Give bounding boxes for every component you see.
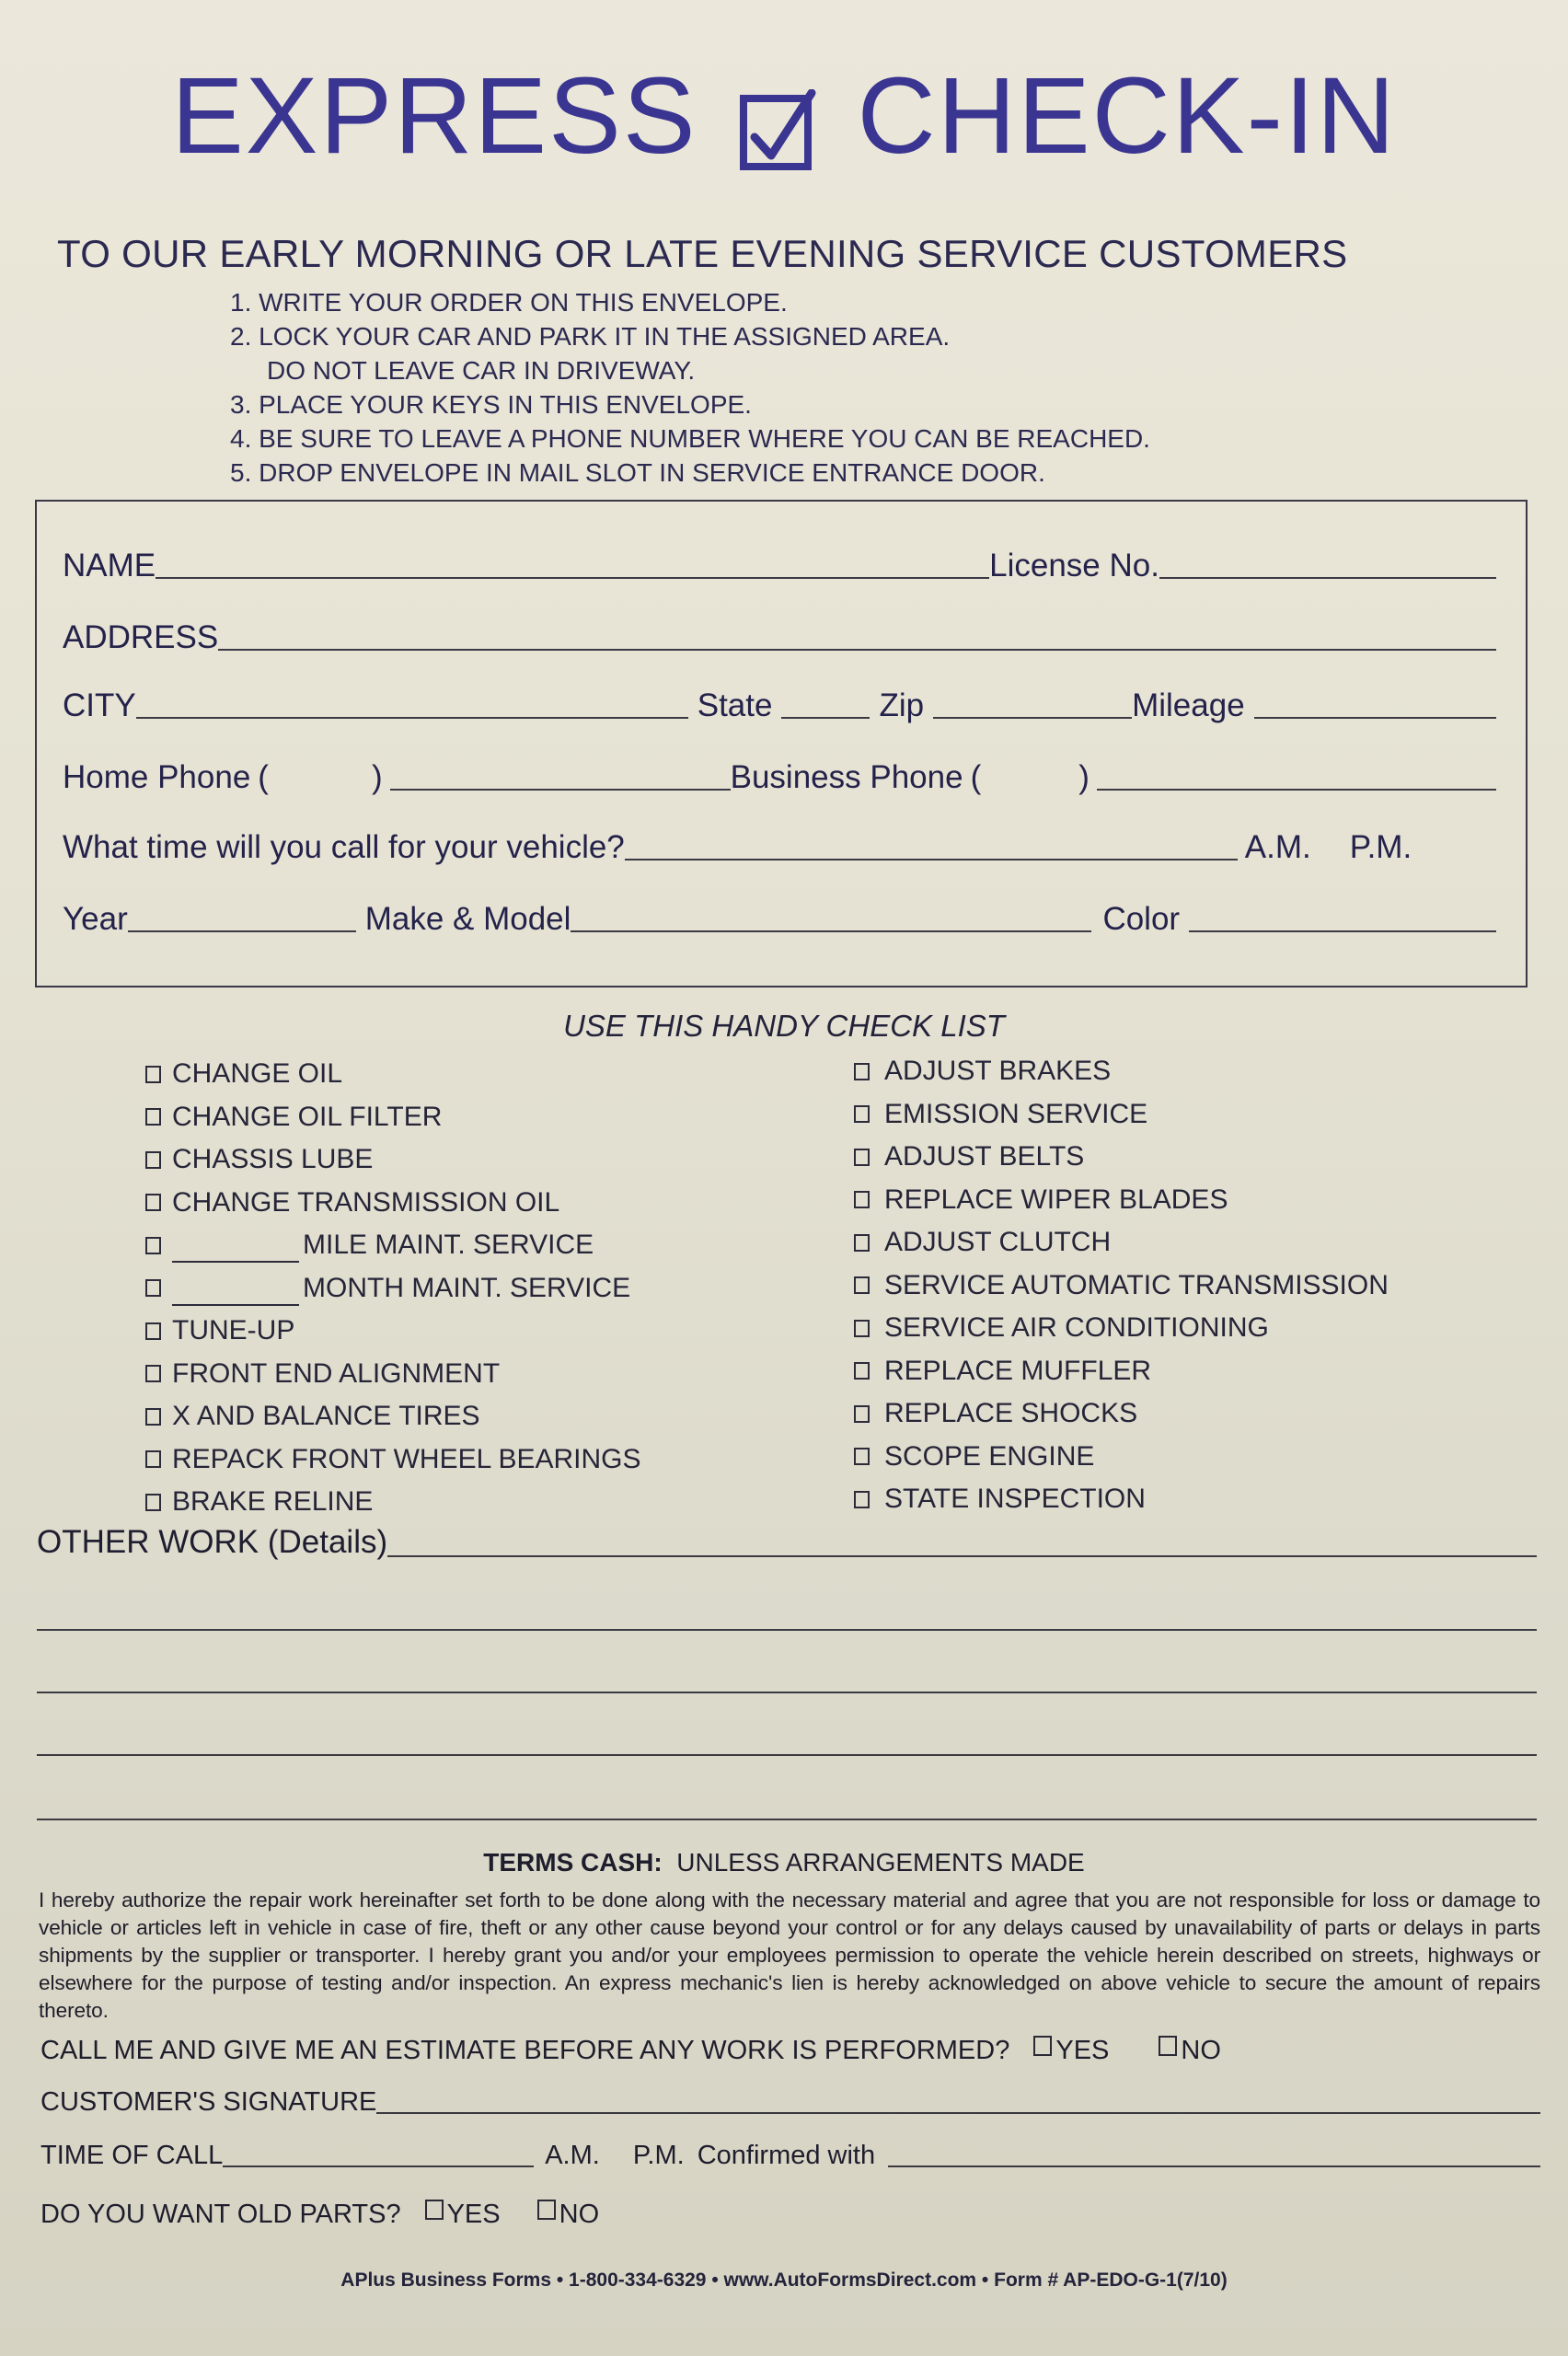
- phone-row: [63, 750, 1496, 796]
- city-field[interactable]: [136, 717, 688, 719]
- checklist-item-scope-engine[interactable]: [854, 1436, 1389, 1479]
- checklist-item-label: REPLACE MUFFLER: [884, 1355, 1152, 1386]
- checkbox-icon[interactable]: [854, 1191, 870, 1208]
- step-2: 2. LOCK YOUR CAR AND PARK IT IN THE ASSIGNED AREA.: [230, 322, 951, 351]
- checklist-item-service-automatic-transmission[interactable]: [854, 1265, 1389, 1308]
- business-area-code-close: ): [1078, 759, 1090, 795]
- signature-row: [40, 2087, 1540, 2118]
- city-row: [63, 678, 1496, 724]
- checkbox-icon[interactable]: [854, 1276, 870, 1294]
- checkbox-icon[interactable]: [1033, 2036, 1052, 2056]
- checked-box-icon: [740, 79, 817, 160]
- old-parts-row: [40, 2200, 599, 2230]
- checkbox-icon[interactable]: [1159, 2036, 1177, 2056]
- name-row: [63, 538, 1496, 584]
- no-label: NO: [1181, 2036, 1221, 2065]
- checklist-item-label: FRONT END ALIGNMENT: [172, 1357, 501, 1389]
- checklist-item-mile-maint-service[interactable]: [145, 1224, 641, 1267]
- checklist-item-adjust-clutch[interactable]: [854, 1221, 1389, 1265]
- yes-label: YES: [446, 2200, 501, 2229]
- address-label: ADDRESS: [63, 619, 219, 655]
- license-label: License No.: [989, 548, 1159, 583]
- estimate-no-option[interactable]: [1159, 2036, 1221, 2066]
- intro-subtitle: TO OUR EARLY MORNING OR LATE EVENING SERVICE CUSTOMERS: [57, 232, 1348, 275]
- checklist-item-replace-wiper-blades[interactable]: [854, 1179, 1389, 1222]
- vehicle-row: [63, 892, 1496, 938]
- other-work-line-3[interactable]: [37, 1692, 1537, 1693]
- checklist-item-change-transmission-oil[interactable]: [145, 1182, 641, 1225]
- old-parts-yes-option[interactable]: [425, 2200, 501, 2230]
- state-field[interactable]: [781, 717, 870, 719]
- checklist-item-state-inspection[interactable]: [854, 1478, 1389, 1521]
- confirmed-with-field[interactable]: [888, 2165, 1540, 2167]
- pickup-time-row: [63, 820, 1496, 866]
- home-area-code-close: ): [371, 759, 383, 795]
- form-publisher-footer: APlus Business Forms • 1-800-334-6329 • www.AutoFormsDirect.com • Form # AP-EDO-G-1(7/10): [340, 2269, 1228, 2291]
- checklist-item-label: BRAKE RELINE: [172, 1486, 374, 1518]
- yes-label: YES: [1055, 2036, 1110, 2065]
- checkbox-icon[interactable]: [854, 1149, 870, 1166]
- step-5: 5. DROP ENVELOPE IN MAIL SLOT IN SERVICE ENTRANCE DOOR.: [230, 458, 1045, 487]
- zip-label: Zip: [879, 687, 925, 723]
- state-label: State: [697, 687, 773, 723]
- checklist-item-label: SERVICE AUTOMATIC TRANSMISSION: [884, 1269, 1389, 1300]
- checklist-left-column: [145, 1053, 641, 1524]
- checkbox-icon[interactable]: [854, 1105, 870, 1123]
- checkbox-icon[interactable]: [854, 1491, 870, 1508]
- checklist-item-service-air-conditioning[interactable]: [854, 1307, 1389, 1350]
- step-4: 4. BE SURE TO LEAVE A PHONE NUMBER WHERE YOU CAN BE REACHED.: [230, 424, 1150, 453]
- year-field[interactable]: [128, 930, 356, 932]
- make-model-label: Make & Model: [364, 901, 571, 937]
- checklist-item-label: MILE MAINT. SERVICE: [303, 1230, 594, 1261]
- pickup-am-option[interactable]: A.M.: [1244, 829, 1311, 865]
- time-of-call-row: [40, 2141, 1540, 2171]
- checklist-item-repack-front-wheel-bearings[interactable]: [145, 1438, 641, 1482]
- color-label: Color: [1102, 901, 1181, 937]
- checkbox-icon[interactable]: [537, 2200, 556, 2220]
- color-field[interactable]: [1189, 930, 1496, 932]
- mile-interval-field[interactable]: [172, 1261, 299, 1263]
- step-1: 1. WRITE YOUR ORDER ON THIS ENVELOPE.: [230, 288, 788, 317]
- no-label: NO: [559, 2200, 600, 2229]
- checklist-item-chassis-lube[interactable]: [145, 1138, 641, 1182]
- time-of-call-label: TIME OF CALL: [40, 2141, 224, 2170]
- checklist-item-label: EMISSION SERVICE: [884, 1098, 1148, 1129]
- terms-arrangements-label: UNLESS ARRANGEMENTS MADE: [676, 1848, 1085, 1877]
- estimate-yes-option[interactable]: [1033, 2036, 1109, 2066]
- checklist-item-label: REPLACE WIPER BLADES: [884, 1184, 1228, 1215]
- confirmed-with-label: Confirmed with: [697, 2141, 876, 2170]
- checklist-item-replace-shocks[interactable]: [854, 1392, 1389, 1436]
- business-phone-field[interactable]: [1097, 789, 1496, 791]
- old-parts-label: DO YOU WANT OLD PARTS?: [40, 2200, 401, 2229]
- checkbox-icon[interactable]: [145, 1151, 161, 1169]
- pickup-pm-option[interactable]: P.M.: [1349, 829, 1412, 865]
- checklist-item-label: ADJUST CLUTCH: [884, 1227, 1112, 1258]
- estimate-question-row: [40, 2036, 1221, 2066]
- checklist-item-label: SCOPE ENGINE: [884, 1440, 1095, 1472]
- month-interval-field[interactable]: [172, 1304, 299, 1306]
- checkbox-icon[interactable]: [145, 1365, 161, 1382]
- checklist-item-adjust-belts[interactable]: [854, 1136, 1389, 1179]
- checkbox-icon[interactable]: [145, 1494, 161, 1511]
- checklist-item-label: SERVICE AIR CONDITIONING: [884, 1312, 1269, 1344]
- other-work-line-2[interactable]: [37, 1629, 1537, 1631]
- checklist-item-label: X AND BALANCE TIRES: [172, 1401, 480, 1432]
- pickup-time-label: What time will you call for your vehicle?: [63, 829, 625, 865]
- checklist-item-x-and-balance-tires[interactable]: [145, 1395, 641, 1438]
- checklist-right-column: [854, 1050, 1389, 1521]
- checkbox-icon[interactable]: [854, 1234, 870, 1252]
- checklist-item-label: MONTH MAINT. SERVICE: [303, 1272, 631, 1303]
- checklist-item-label: CHANGE TRANSMISSION OIL: [172, 1186, 560, 1218]
- title-express: EXPRESS: [171, 54, 698, 177]
- city-label: CITY: [63, 687, 136, 723]
- checklist-item-label: REPACK FRONT WHEEL BEARINGS: [172, 1443, 641, 1474]
- business-area-code-open: (: [970, 759, 982, 795]
- checklist-item-label: CHASSIS LUBE: [172, 1144, 374, 1175]
- checklist-item-replace-muffler[interactable]: [854, 1350, 1389, 1393]
- checklist-item-change-oil-filter[interactable]: [145, 1096, 641, 1139]
- mileage-label: Mileage: [1132, 687, 1245, 723]
- other-work-line-4[interactable]: [37, 1754, 1537, 1756]
- other-work-row: [37, 1524, 1537, 1561]
- checklist-item-label: STATE INSPECTION: [884, 1484, 1146, 1515]
- checklist-item-tune-up[interactable]: [145, 1310, 641, 1353]
- terms-heading: [0, 1848, 1568, 1877]
- checklist-item-brake-reline[interactable]: [145, 1481, 641, 1524]
- checklist-item-label: CHANGE OIL FILTER: [172, 1101, 443, 1132]
- checkbox-icon[interactable]: [854, 1362, 870, 1380]
- checklist-item-emission-service[interactable]: [854, 1093, 1389, 1137]
- other-work-line-5[interactable]: [37, 1819, 1537, 1820]
- home-area-code-open: (: [258, 759, 269, 795]
- checkbox-icon[interactable]: [145, 1408, 161, 1426]
- checklist-item-label: TUNE-UP: [172, 1315, 295, 1346]
- checkbox-icon[interactable]: [145, 1194, 161, 1211]
- name-label: NAME: [63, 548, 156, 583]
- old-parts-no-option[interactable]: [537, 2200, 600, 2230]
- license-field[interactable]: [1159, 577, 1496, 579]
- checklist-item-label: ADJUST BELTS: [884, 1141, 1085, 1172]
- home-phone-label: Home Phone: [63, 759, 251, 795]
- make-model-field[interactable]: [571, 930, 1091, 932]
- checkbox-icon[interactable]: [145, 1066, 161, 1083]
- call-am-option[interactable]: A.M.: [545, 2141, 600, 2170]
- time-of-call-field[interactable]: [223, 2165, 534, 2167]
- checklist-title: USE THIS HANDY CHECK LIST: [563, 1009, 1005, 1043]
- checklist-item-month-maint-service[interactable]: [145, 1267, 641, 1311]
- checkbox-icon[interactable]: [425, 2200, 444, 2220]
- checkbox-icon[interactable]: [145, 1108, 161, 1126]
- checklist-item-label: REPLACE SHOCKS: [884, 1398, 1138, 1429]
- other-work-section: [37, 1524, 1537, 1561]
- business-phone-label: Business Phone: [730, 759, 963, 795]
- checkbox-icon[interactable]: [854, 1448, 870, 1465]
- pickup-time-field[interactable]: [625, 859, 1238, 860]
- address-row: [63, 610, 1496, 656]
- checkbox-icon[interactable]: [145, 1279, 161, 1297]
- checklist-item-change-oil[interactable]: [145, 1053, 641, 1096]
- checklist-item-front-end-alignment[interactable]: [145, 1353, 641, 1396]
- checkbox-icon[interactable]: [854, 1063, 870, 1080]
- checklist-item-label: ADJUST BRAKES: [884, 1056, 1112, 1087]
- customer-info-box: [35, 500, 1528, 987]
- terms-cash-label: TERMS CASH:: [483, 1848, 663, 1877]
- mileage-field[interactable]: [1254, 717, 1496, 719]
- other-work-label: OTHER WORK (Details): [37, 1524, 388, 1560]
- checkbox-icon[interactable]: [145, 1237, 161, 1254]
- form-title: [0, 53, 1568, 177]
- name-field[interactable]: [156, 577, 989, 579]
- zip-field[interactable]: [933, 717, 1132, 719]
- checklist-item-adjust-brakes[interactable]: [854, 1050, 1389, 1093]
- address-field[interactable]: [218, 649, 1496, 651]
- home-phone-field[interactable]: [390, 789, 731, 791]
- checkbox-icon[interactable]: [145, 1450, 161, 1468]
- terms-authorization-text: I hereby authorize the repair work hereinafter set forth to be done along with the necessary material and agree that you are not responsible for loss or damage to vehicle or articles left in vehicle in case of fire, theft or any other cause beyond your control or for any delays caused by unavailability of parts or delays in parts shipments by the supplier or transporter. I hereby grant you and/or your employees permission to operate the vehicle herein described on streets, highways or elsewhere for the purpose of testing and/or inspection. An express mechanic's lien is hereby acknowledged on above vehicle to secure the amount of repairs thereto.: [39, 1888, 1540, 2022]
- signature-label: CUSTOMER'S SIGNATURE: [40, 2087, 377, 2117]
- checkbox-icon[interactable]: [145, 1322, 161, 1340]
- call-pm-option[interactable]: P.M.: [632, 2141, 685, 2170]
- step-2-continued: DO NOT LEAVE CAR IN DRIVEWAY.: [267, 356, 696, 385]
- other-work-line-1[interactable]: [387, 1555, 1537, 1557]
- estimate-question-label: CALL ME AND GIVE ME AN ESTIMATE BEFORE ANY WORK IS PERFORMED?: [40, 2036, 1010, 2065]
- title-check-in: CHECK-IN: [857, 54, 1397, 177]
- year-label: Year: [63, 901, 128, 937]
- signature-field[interactable]: [376, 2112, 1540, 2114]
- checkbox-icon[interactable]: [854, 1405, 870, 1423]
- checkbox-icon[interactable]: [854, 1320, 870, 1337]
- step-3: 3. PLACE YOUR KEYS IN THIS ENVELOPE.: [230, 390, 752, 419]
- checklist-item-label: CHANGE OIL: [172, 1058, 343, 1090]
- instruction-steps: [230, 285, 1150, 490]
